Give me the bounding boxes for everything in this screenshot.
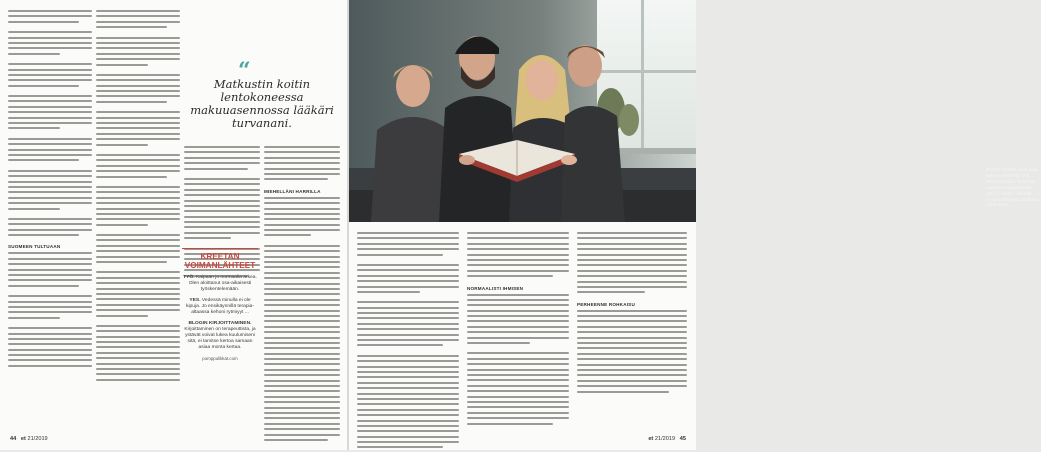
family-photo-image bbox=[349, 0, 696, 222]
right-column-2 bbox=[467, 232, 569, 428]
sidebar-source: pomppulikkat.com bbox=[202, 356, 238, 362]
subhead-suomeen-tultuaan: SUOMEEN TULTUAAN bbox=[8, 244, 61, 250]
left-column-1 bbox=[8, 10, 92, 370]
left-folio: 44 et 21/2019 bbox=[10, 436, 48, 442]
right-folio: et 21/2019 45 bbox=[648, 436, 686, 442]
subhead-perheenne-rohkaisu: PERHEENNE ROHKAISU bbox=[577, 301, 635, 307]
right-column-3 bbox=[577, 232, 687, 396]
sidebar-item-blogi: BLOGIN KIRJOITTAMINEN. Kirjoittaminen on terapeuttista, ja ystävät voivat lukea kuulumiseni sitä, ei tarvitse kertoa samaan asiaa monta kertaa. bbox=[184, 321, 256, 351]
photo-caption: Pienet arkiset asiat ovat tulleet perheelle yhä tärkeämmiksi. Kreetan vasem-malla puolella Joni ja Harri, oikealla ensimmäisessä mukana olilut Jerry. bbox=[986, 168, 1039, 209]
sidebar-item-yes: YES. Vedessä minulla ei ole kipuja. Jo ensikäynnillä terapia-altaassa kehoni rytmiyyt ... bbox=[186, 298, 254, 316]
sidebar-kreetan-voimanlahteet bbox=[182, 248, 258, 408]
quote-mark-icon: “ bbox=[238, 58, 251, 84]
family-photo bbox=[349, 0, 1039, 222]
sidebar-item-tyo: TYÖ. Kaipaan jo normaalia arkea. Olen aloittanut osa-aikaisesti työskentelemään. bbox=[183, 275, 257, 293]
right-column-1 bbox=[357, 232, 459, 452]
subhead-normaalisti-ihmisen: NORMAALISTI IHMISEN bbox=[467, 285, 524, 291]
subhead-miehellani-harrilla: MIEHELLÄNI HARRILLA bbox=[264, 188, 321, 194]
left-column-2 bbox=[96, 10, 180, 384]
left-column-4 bbox=[264, 146, 340, 444]
sidebar-title: KREETAN VOIMANLÄHTEET bbox=[184, 252, 256, 270]
pull-quote: Matkustin koitin lentokoneessa makuuasennossa lääkäri turvanani. bbox=[190, 77, 334, 130]
left-page bbox=[0, 0, 347, 450]
